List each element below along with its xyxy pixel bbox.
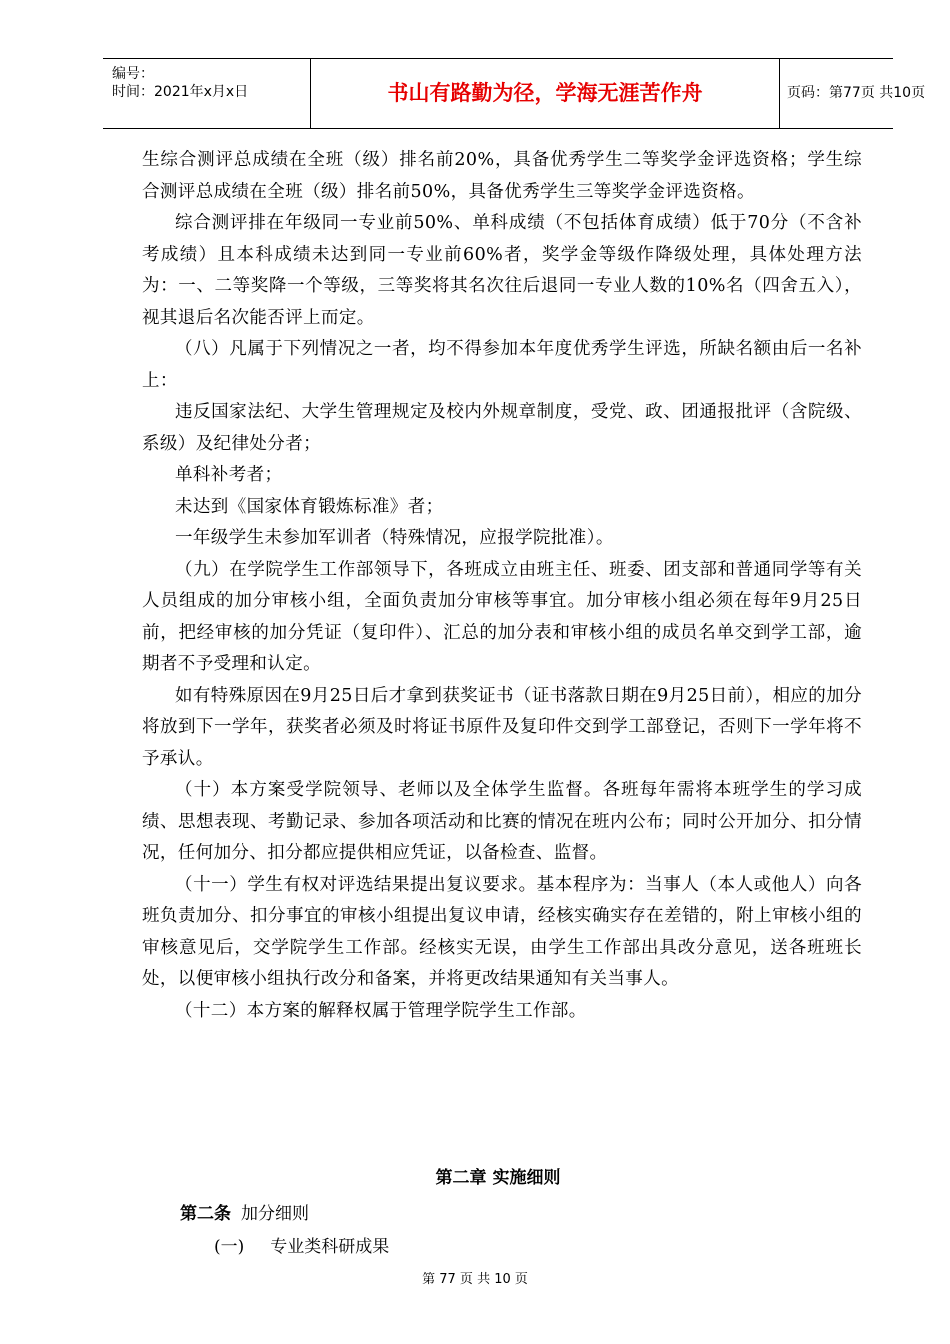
- header-meta: [103, 59, 310, 128]
- time-label: 时间：2021年x月x日: [112, 84, 249, 100]
- page-header: [103, 58, 926, 129]
- document-body: [142, 145, 862, 1027]
- paragraph: （八）凡属于下列情况之一者，均不得参加本年度优秀学生评选，所缺名额由后一名补上：: [142, 339, 862, 391]
- chapter-title: 第二章 实施细则: [435, 1168, 561, 1188]
- paragraph: （十）本方案受学院领导、老师以及全体学生监督。各班每年需将本班学生的学习成绩、思想表现、考勤记录、参加各项活动和比赛的情况在班内公布；同时公开加分、扣分情况，任何加分、扣分都应提供相应凭证，以备检查、监督。: [142, 780, 862, 863]
- paragraph: （十一）学生有权对评选结果提出复议要求。基本程序为：当事人（本人或他人）向各班负责加分、扣分事宜的审核小组提出复议申请，经核实确实存在差错的，附上审核小组的审核意见后，交学院学生工作部。经核实无误，由学生工作部出具改分意见，送各班班长处，以便审核小组执行改分和备案，并将更改结果通知有关当事人。: [142, 874, 862, 989]
- paragraph: 综合测评排在年级同一专业前50%、单科成绩（不包括体育成绩）低于70分（不含补考成绩）且本科成绩未达到同一专业前60%者，奖学金等级作降级处理，具体处理方法为：一、二等奖降一个等级，三等奖将其名次往后退同一专业人数的10%名（四舍五入），视其退后名次能否评上而定。: [142, 213, 862, 328]
- page-footer: 第 77 页 共 10 页: [422, 1272, 528, 1287]
- paragraph: 未达到《国家体育锻炼标准》者；: [175, 496, 444, 517]
- paragraph: （十二）本方案的解释权属于管理学院学生工作部。: [175, 1000, 587, 1021]
- subsection-title: 专业类科研成果: [270, 1237, 390, 1257]
- paragraph: （九）在学院学生工作部领导下，各班成立由班主任、班委、团支部和普通同学等有关人员组成的加分审核小组，全面负责加分审核等事宜。加分审核小组必须在每年9月25日前，把经审核的加分凭证（复印件）、汇总的加分表和审核小组的成员名单交到学工部，逾期者不予受理和认定。: [142, 559, 862, 674]
- subsection-heading: [214, 1232, 389, 1257]
- paragraph: 违反国家法纪、大学生管理规定及校内外规章制度，受党、政、团通报批评（含院级、系级）及纪律处分者；: [142, 402, 862, 454]
- subsection-marker: (一): [214, 1237, 245, 1257]
- code-label: 编号：: [112, 66, 154, 82]
- paragraph: 单科补考者；: [175, 465, 283, 485]
- paragraph: 如有特殊原因在9月25日后才拿到获奖证书（证书落款日期在9月25日前），相应的加分将放到下一学年，获奖者必须及时将证书原件及复印件交到学工部登记，否则下一学年将不予承认。: [142, 685, 862, 769]
- article-number: 第二条: [180, 1204, 231, 1224]
- article-heading: [180, 1199, 309, 1224]
- paragraph: 一年级学生未参加军训者（特殊情况，应报学院批准）。: [175, 528, 614, 548]
- header-motto: 书山有路勤为径，学海无涯苦作舟: [310, 59, 780, 128]
- paragraph: 生综合测评总成绩在全班（级）排名前20%，具备优秀学生二等奖学金评选资格；学生综合测评总成绩在全班（级）排名前50%，具备优秀学生三等奖学金评选资格。: [142, 150, 862, 202]
- header-page-info: 页码：第77页 共10页: [787, 85, 926, 101]
- article-title: 加分细则: [241, 1204, 309, 1224]
